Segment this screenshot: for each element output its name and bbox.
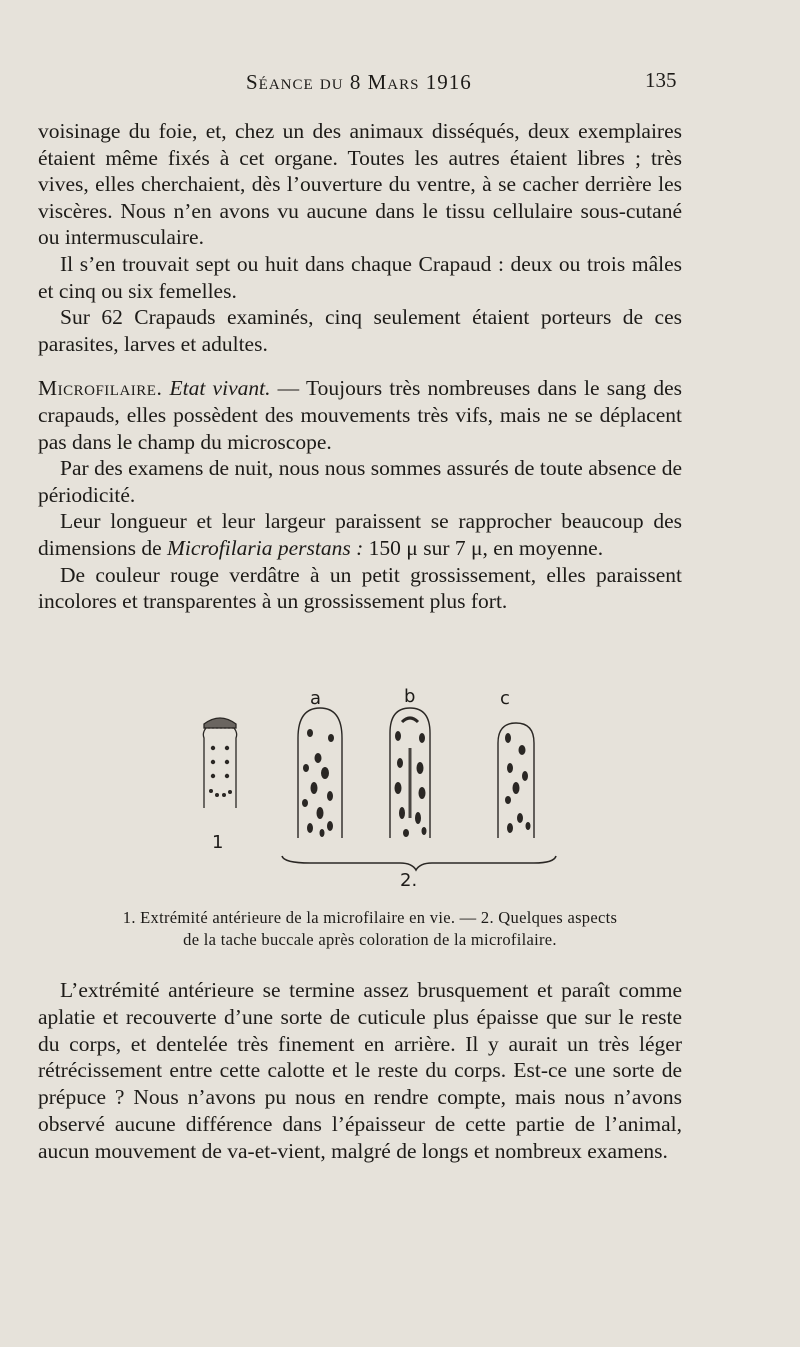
figure: [180, 688, 580, 898]
fig2b-microfilaria: [390, 708, 430, 838]
paragraph: Par des examens de nuit, nous nous sommes assurés de toute absence de périodicité.: [38, 456, 682, 507]
label-a: a: [310, 688, 322, 709]
paragraph-text: 150 μ sur 7 μ, en moyenne.: [363, 535, 604, 560]
paragraph: Sur 62 Crapauds examinés, cinq seulement étaient porteurs de ces parasites, larves et adultes.: [38, 305, 682, 356]
fig1-microfilaria-tip: [203, 718, 236, 808]
figure-caption: [60, 907, 680, 951]
subsection-title: Etat vivant.: [169, 376, 271, 401]
page-number: 135: [645, 68, 677, 92]
running-title: Séance du 8 Mars 1916: [246, 70, 472, 94]
paragraph: [38, 508, 682, 561]
paragraph: Il s’en trouvait sept ou huit dans chaque Crapaud : deux ou trois mâles et cinq ou six femelles.: [38, 251, 682, 303]
fig2c-microfilaria: [498, 723, 534, 838]
section-heading: Microfilaire.: [38, 376, 163, 401]
paragraph-text: Leur longueur et leur largeur paraissent se rapprocher beaucoup des dimensions de: [38, 509, 682, 560]
label-1: 1: [212, 832, 224, 853]
fig2a-microfilaria: [298, 708, 342, 838]
brace: [282, 856, 556, 870]
label-c: c: [500, 688, 510, 709]
paragraph: De couleur rouge verdâtre à un petit grossissement, elles paraissent incolores et transparentes à un grossissement plus fort.: [38, 562, 682, 614]
paragraph: voisinage du foie, et, chez un des animaux disséqués, deux exemplaires étaient même fixés à cet organe. Toutes les autres étaient libres ; très vives, elles cherchaient, dès l’ouverture du ventre, à se cacher derrière les viscères. Nous n’en avons vu aucune dans le tissu cellulaire sous-cutané ou intermusculaire.: [38, 119, 682, 250]
caption-line: 1. Extrémité antérieure de la microfilaire en vie. — 2. Quelques aspects: [122, 908, 618, 927]
figure-drawing: [180, 688, 580, 898]
caption-line: de la tache buccale après coloration de la microfilaire.: [183, 930, 557, 949]
paragraph-text: — Toujours très nombreuses dans le sang des crapauds, elles possèdent des mouvements très vifs, mais ne se déplacent pas dans le champ du microscope.: [38, 376, 683, 454]
species-name: Microfilaria perstans :: [167, 535, 364, 560]
label-2: 2.: [400, 870, 418, 891]
body-text-continued: [38, 977, 682, 1165]
section-paragraph: [38, 375, 682, 455]
paragraph: L’extrémité antérieure se termine assez brusquement et paraît comme aplatie et recouverte d’une sorte de cuticule plus épaisse que sur le reste du corps, et dentelée très finement en arrière. Il y aurait un très léger rétrécissement entre cette calotte et le reste du corps. Est-ce une sorte de prépuce ? Nous n’avons pu nous en rendre compte, mais nous n’avons observé aucune différence dans l’épaisseur de cette partie de l’animal, aucun mouvement de va-et-vient, malgré de longs et nombreux examens.: [38, 978, 682, 1163]
running-head: [0, 70, 800, 100]
label-b: b: [404, 686, 416, 707]
body-text: [38, 118, 682, 615]
